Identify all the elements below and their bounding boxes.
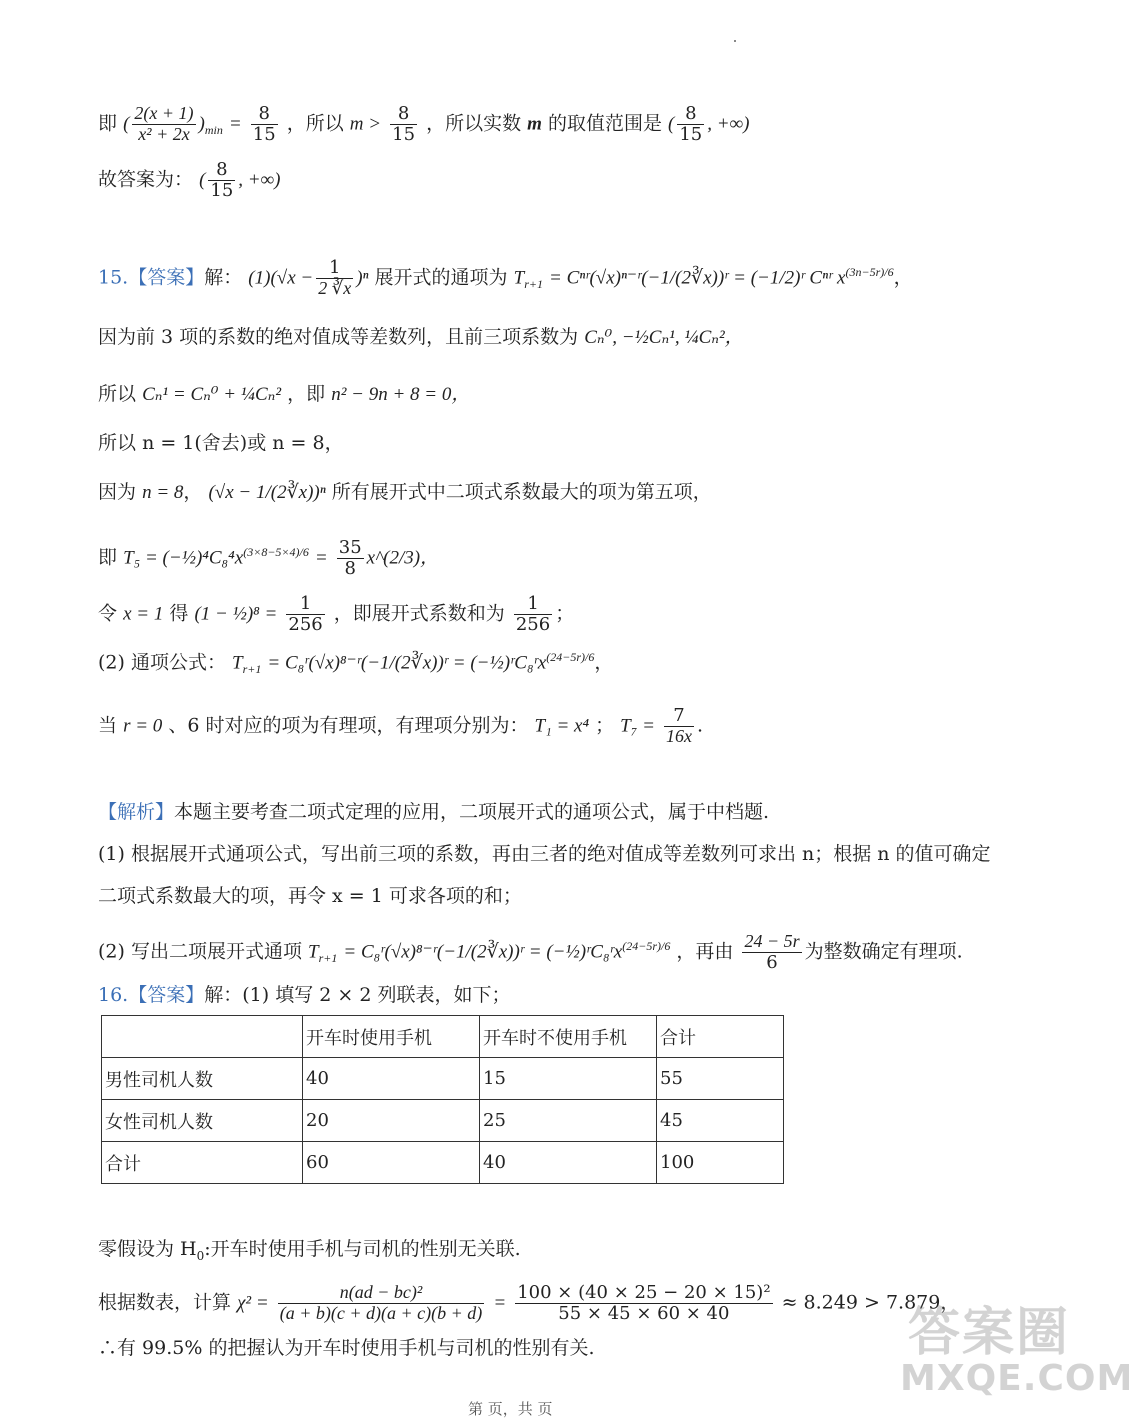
- table-cell: 开车时使用手机: [303, 1016, 480, 1058]
- table-row: [102, 1058, 784, 1100]
- contingency-table: [101, 1015, 784, 1184]
- line-13: (1) 根据展开式通项公式，写出前三项的系数，再由三者的绝对值成等差数列可求出 n；根据 n 的值可确定: [98, 843, 991, 865]
- table-cell: 男性司机人数: [102, 1058, 303, 1100]
- line-17: 零假设为 $H_0$:开车时使用手机与司机的性别无关联.: [98, 1238, 521, 1263]
- line-4: 因为前 3 项的系数的绝对值成等差数列，且前三项系数为 Cₙ⁰, −½Cₙ¹, ¼Cₙ²，: [98, 326, 744, 348]
- line-2: 故答案为： ( $\frac{8}{15}$ , +∞): [98, 159, 281, 201]
- table-cell: 40: [480, 1142, 657, 1184]
- answer-tag: 【答案】: [128, 266, 205, 289]
- question-number: 15.: [98, 266, 129, 289]
- line-12: 【解析】本题主要考查二项式定理的应用，二项展开式的通项公式，属于中档题.: [98, 801, 770, 823]
- page-footer: 第 页，共 页: [468, 1400, 553, 1418]
- line-16: 16.【答案】解：(1) 填写 2 × 2 列联表，如下；: [98, 984, 511, 1006]
- line-15: (2) 写出二项展开式通项 $T_{r+1}$ = C₈ʳ(√x)⁸⁻ʳ(−1/(2∛x))ʳ = (−½)ʳC₈ʳx$^{(24-5r)/6}$ ，再由 $\frac{24 - 5r}{6}$ 为整数确定有理项.: [98, 931, 963, 973]
- stray-dot: [734, 40, 736, 42]
- fraction: $\frac{2(x + 1)}{\text{x² + 2x}}$: [134, 103, 194, 144]
- table-cell: 合计: [102, 1142, 303, 1184]
- line-6: 所以 n = 1(舍去)或 n = 8，: [98, 432, 344, 454]
- table-cell: 55: [657, 1058, 784, 1100]
- table-cell: 合计: [657, 1016, 784, 1058]
- line-1: 即 ( $\frac{2(x + 1)}{\text{x² + 2x}}$ )$_{min}$ = $\frac{8}{15}$ ，所以 m > $\frac{8}{15}$ ，所以实数 m 的取值范围是 ( $\frac{8}{15}$ , +∞): [98, 103, 750, 145]
- line-3: 15.【答案】解： (1)(√x − $\frac{1}{2 ∛x}$ )ⁿ 展开式的通项为 $T_{r+1}$ = Cⁿʳ(√x)ⁿ⁻ʳ(−1/(2∛x))ʳ = (−1/2)ʳ Cⁿʳ $x^{(3n-5r)/6}$，: [98, 257, 913, 298]
- table-cell: 女性司机人数: [102, 1100, 303, 1142]
- question-number: 16.: [98, 984, 129, 1006]
- line-9: 令 x = 1 得 (1 − ½)⁸ = $\frac{1}{256}$ ，即展开式系数和为 $\frac{1}{256}$ ；: [98, 593, 575, 635]
- line-5: 所以 Cₙ¹ = Cₙ⁰ + ¼Cₙ² ，即 n² − 9n + 8 = 0，: [98, 383, 471, 405]
- watermark-logo: [900, 1290, 1133, 1408]
- table-cell: 60: [303, 1142, 480, 1184]
- line-18: 根据数表，计算 χ² = $\frac{\text{n(ad − bc)²}}{(a + b)(c + d)(a + c)(b + d)}$ = $\frac{\text{100 × (40 × 25 − 20 × 15)²}}{55 \times 45 \times 60 \times 40}$ ≈ 8.249 > 7.879，: [98, 1282, 960, 1324]
- table-cell: 25: [480, 1100, 657, 1142]
- line-8: 即 $T_5 = (-\frac{1}{2})^4C_8^4x^{(3\times 8-5\times 4)/6}$ = $\frac{35}{8}$ x^(2/3)，: [98, 537, 440, 579]
- watermark-domain: MXQE.COM: [900, 1358, 1133, 1399]
- line-19: ∴有 99.5% 的把握认为开车时使用手机与司机的性别有关.: [98, 1337, 595, 1359]
- table-cell: 40: [303, 1058, 480, 1100]
- table-cell: 开车时不使用手机: [480, 1016, 657, 1058]
- analysis-tag: 【解析】: [98, 801, 175, 823]
- table-cell: 45: [657, 1100, 784, 1142]
- line-7: 因为 n = 8， (√x − 1/(2∛x))ⁿ 所有展开式中二项式系数最大的项为第五项，: [98, 481, 712, 503]
- line-14: 二项式系数最大的项，再令 x = 1 可求各项的和；: [98, 885, 522, 907]
- text: 即: [98, 112, 118, 135]
- table-row: [102, 1142, 784, 1184]
- table-header-row: [102, 1016, 784, 1058]
- table-cell: 20: [303, 1100, 480, 1142]
- line-11: 当 r = 0 、6 时对应的项为有理项，有理项分别为： T₁ = x⁴ ； T₇ = $\frac{7}{16x}$ .: [98, 705, 704, 746]
- table-row: [102, 1100, 784, 1142]
- answer-tag: 【答案】: [128, 984, 205, 1006]
- table-cell: 100: [657, 1142, 784, 1184]
- line-10: (2) 通项公式： $T_{r+1}$ = C₈ʳ(√x)⁸⁻ʳ(−1/(2∛x))ʳ = (−½)ʳC₈ʳx$^{(24-5r)/6}$，: [98, 650, 614, 677]
- table-cell: [102, 1016, 303, 1058]
- table-cell: 15: [480, 1058, 657, 1100]
- watermark-text: 答案圈: [908, 1303, 1071, 1363]
